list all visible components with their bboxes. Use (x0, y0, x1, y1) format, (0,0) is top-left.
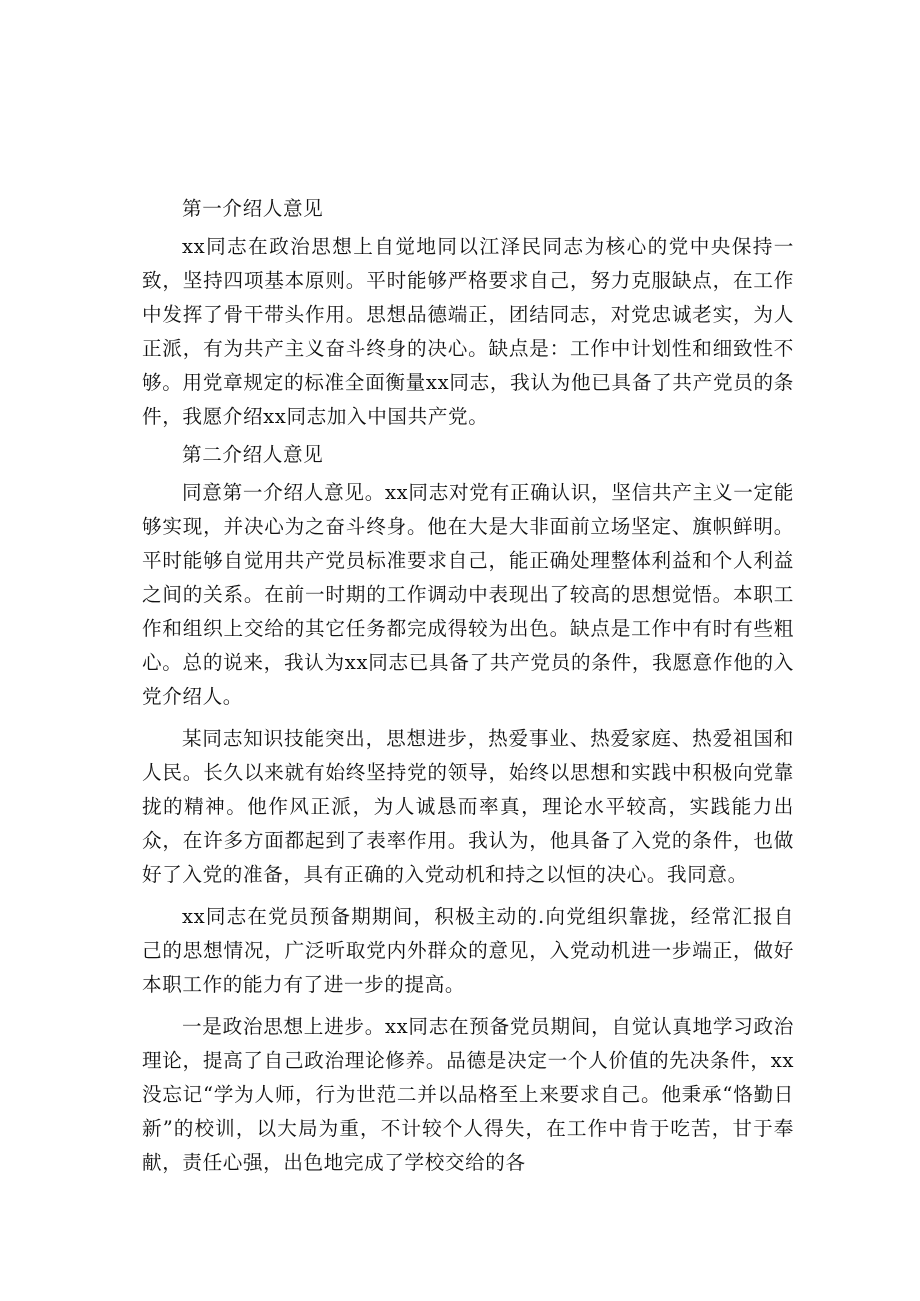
paragraph-second-introducer-opinion: 同意第一介绍人意见。xx同志对党有正确认识，坚信共产主义一定能够实现，并决心为之奋斗终身。他在大是大非面前立场坚定、旗帜鲜明。平时能够自觉用共产党员标准要求自己，能正确处理整体利益和个人利益之间的关系。在前一时期的工作调动中表现出了较高的思想觉悟。本职工作和组织上交给的其它任务都完成得较为出色。缺点是工作中有时有些粗心。总的说来，我认为xx同志已具备了共产党员的条件，我愿意作他的入党介绍人。 (142, 481, 794, 708)
paragraph-comrade-evaluation: 某同志知识技能突出，思想进步，热爱事业、热爱家庭、热爱祖国和人民。长久以来就有始终坚持党的领导，始终以思想和实践中积极向党靠拢的精神。他作风正派，为人诚恳而率真，理论水平较高，实践能力出众，在许多方面都起到了表率作用。我认为，他具备了入党的条件，也做好了入党的准备，具有正确的入党动机和持之以恒的决心。我同意。 (142, 727, 794, 886)
paragraph-first-introducer-opinion: xx同志在政治思想上自觉地同以江泽民同志为核心的党中央保持一致，坚持四项基本原则。平时能够严格要求自己，努力克服缺点，在工作中发挥了骨干带头作用。思想品德端正，团结同志，对党忠诚老实，为人正派，有为共产主义奋斗终身的决心。缺点是：工作中计划性和细致性不够。用党章规定的标准全面衡量xx同志，我认为他已具备了共产党员的条件，我愿介绍xx同志加入中国共产党。 (142, 235, 794, 428)
heading-first-introducer: 第一介绍人意见 (182, 197, 324, 220)
heading-second-introducer: 第二介绍人意见 (182, 443, 324, 466)
paragraph-probation-period: xx同志在党员预备期期间，积极主动的.向党组织靠拢，经常汇报自己的思想情况，广泛听取党内外群众的意见，入党动机进一步端正，做好本职工作的能力有了进一步的提高。 (142, 905, 794, 996)
document-page (142, 192, 794, 1180)
paragraph-political-progress: 一是政治思想上进步。xx同志在预备党员期间，自觉认真地学习政治理论，提高了自己政治理论修养。品德是决定一个人价值的先决条件，xx没忘记“学为人师，行为世范二并以品格至上来要求自己。他秉承“恪勤日新”的校训，以大局为重，不计较个人得失，在工作中肯于吃苦，甘于奉献，责任心强，出色地完成了学校交给的各 (142, 1015, 794, 1174)
